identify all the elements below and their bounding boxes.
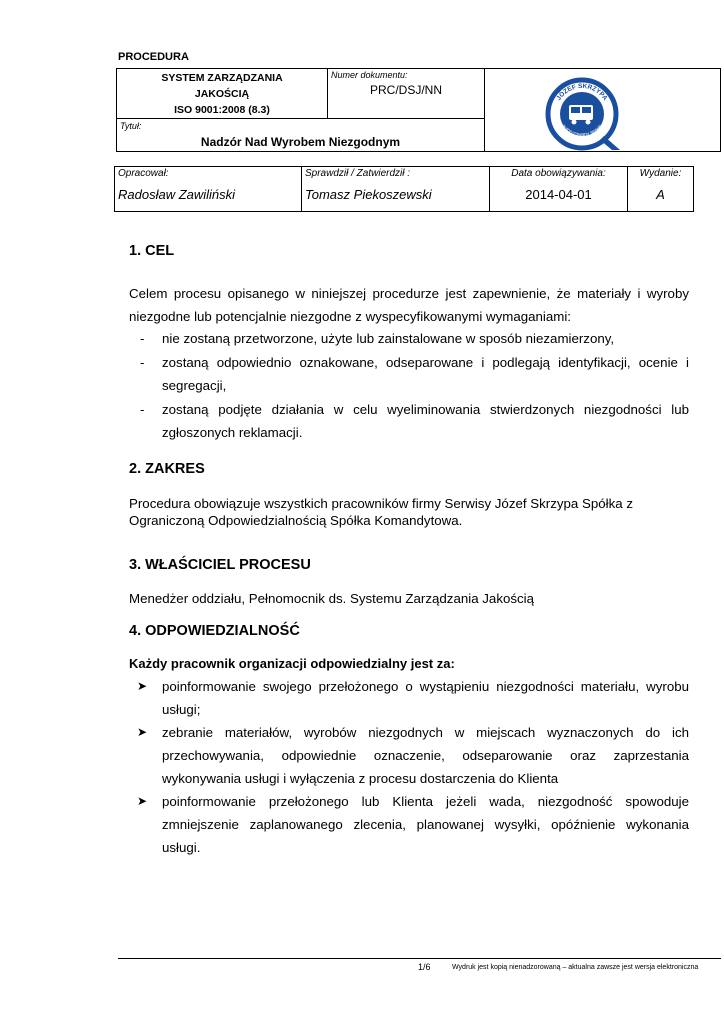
section-2-text: Procedura obowiązuje wszystkich pracowników firmy Serwisy Józef Skrzypa Spółka z Ograniczoną Odpowiedzialnością Spółka Komandytowa.: [129, 496, 633, 528]
logo-cell: [485, 69, 720, 151]
doc-number-label: Numer dokumentu:: [331, 70, 408, 80]
arrow-bullet-icon: ➤: [137, 725, 148, 739]
section-1-heading: 1. CEL: [129, 243, 175, 259]
date-cell: [490, 167, 628, 211]
section-1-intro: Celem procesu opisanego w niniejszej procedurze jest zapewnienie, że materiały i wyroby niezgodne lub potencjalnie niezgodne z wyspecyfikowanymi wymaganiami:: [129, 286, 689, 324]
title-label: Tytuł:: [120, 121, 142, 131]
list-item: - zostaną odpowiednio oznakowane, odseparowane i podlegają identyfikacji, ocenie i segregacji,: [140, 355, 689, 393]
logo-text-bottom: autoryzowany serwis: [560, 123, 604, 139]
prepared-label: Opracował:: [118, 168, 169, 179]
company-logo: [542, 74, 642, 152]
prepared-cell: [115, 167, 302, 211]
list-item: ➤ poinformowanie swojego przełożonego o wystąpieniu niezgodności materiału, wyrobu usługi;: [137, 675, 689, 721]
system-line-1: SYSTEM ZARZĄDZANIA: [161, 72, 283, 84]
effective-date: 2014-04-01: [525, 187, 592, 202]
info-table: [114, 166, 694, 212]
list-item: - zostaną podjęte działania w celu wyeliminowania stwierdzonych niezgodności lub zgłoszonych reklamacji.: [140, 402, 689, 440]
footer-note: Wydruk jest kopią nienadzorowaną – aktualna zawsze jest wersja elektroniczna: [452, 964, 699, 971]
arrow-bullet-icon: ➤: [137, 794, 148, 808]
list-item: - nie zostaną przetworzone, użyte lub zainstalowane w sposób niezamierzony,: [140, 331, 615, 346]
system-line-2: JAKOŚCIĄ: [194, 88, 250, 100]
edition-label: Wydanie:: [639, 168, 682, 179]
doc-number-cell: [328, 69, 485, 119]
page-number: 1/6: [418, 962, 431, 972]
section-2-heading: 2. ZAKRES: [129, 461, 205, 477]
section-4-intro: Każdy pracownik organizacji odpowiedzialny jest za:: [129, 656, 455, 671]
title-cell: [117, 119, 485, 151]
footer-divider: [118, 958, 721, 959]
section-1-list: [140, 327, 689, 445]
section-3-heading: 3. WŁAŚCICIEL PROCESU: [129, 557, 311, 573]
edition-cell: [628, 167, 693, 211]
prepared-by: Radosław Zawiliński: [118, 187, 236, 202]
section-3-text: Menedżer oddziału, Pełnomocnik ds. Systemu Zarządzania Jakością: [129, 591, 535, 606]
system-cell: [117, 69, 328, 119]
header-table: [116, 68, 721, 152]
section-4-heading: 4. ODPOWIEDZIALNOŚĆ: [129, 623, 300, 639]
list-item: ➤ zebranie materiałów, wyrobów niezgodnych w miejscach wyznaczonych do ich przechowywania, odpowiednie oznaczenie, odseparowanie oraz zaprzestania wykonywania usługi i wyłączenia z procesu dostarczenia do Klienta: [137, 721, 689, 790]
approved-by: Tomasz Piekoszewski: [305, 187, 432, 202]
doc-number: PRC/DSJ/NN: [369, 83, 442, 97]
edition: A: [656, 187, 665, 202]
system-line-3: ISO 9001:2008 (8.3): [174, 104, 270, 116]
approved-label: Sprawdził / Zatwierdził :: [305, 168, 411, 179]
arrow-bullet-icon: ➤: [137, 679, 148, 693]
document-title: Nadzór Nad Wyrobem Niezgodnym: [200, 135, 401, 149]
document-type: PROCEDURA: [118, 51, 189, 63]
section-4-list: [137, 675, 689, 859]
list-item: ➤ poinformowanie przełożonego lub Klienta jeżeli wada, niezgodność spowoduje zmniejszenie zaplanowanego zlecenia, planowanej wysyłki, opóźnienie wykonania usługi.: [137, 790, 689, 859]
approved-cell: [302, 167, 490, 211]
logo-text-top: JÓZEF SKRZYPA: [555, 82, 609, 102]
date-label: Data obowiązywania:: [511, 168, 606, 179]
